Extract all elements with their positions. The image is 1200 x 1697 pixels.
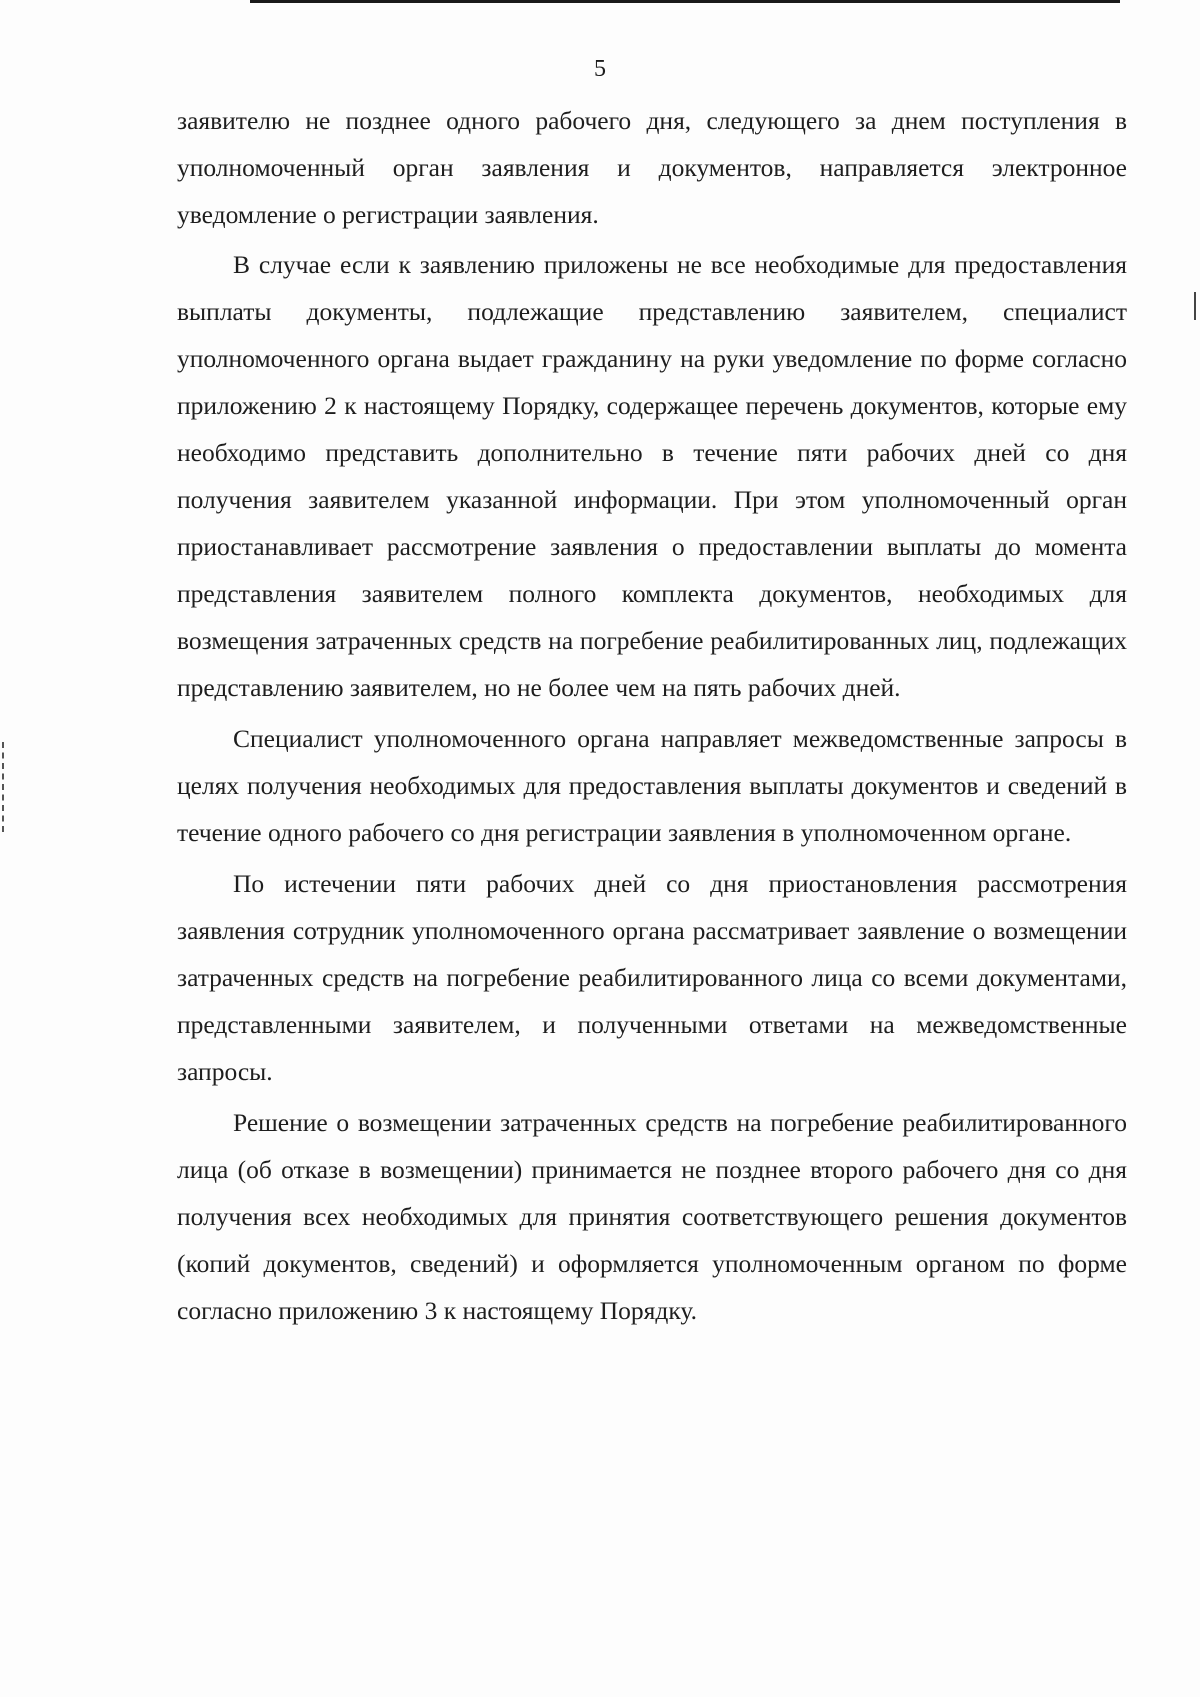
paragraph-review-after-suspension: По истечении пяти рабочих дней со дня приостановления рассмотрения заявления сотрудник уполномоченного органа рассматривает заявление о возмещении затраченных средств на погребение реабилитированного лица со всеми документами, представленными заявителем, и полученными ответами на межведомственные запросы.: [177, 869, 1127, 1086]
paragraph-interagency-requests: Специалист уполномоченного органа направляет межведомственные запросы в целях получения необходимых для предоставления выплаты документов и сведений в течение одного рабочего со дня регистрации заявления в уполномоченном органе.: [177, 724, 1127, 847]
paragraph-incomplete-documents: В случае если к заявлению приложены не все необходимые для предоставления выплаты документы, подлежащие представлению заявителем, специалист уполномоченного органа выдает гражданину на руки уведомление по форме согласно приложению 2 к настоящему Порядку, содержащее перечень документов, которые ему необходимо представить дополнительно в течение пяти рабочих дней со дня получения заявителем указанной информации. При этом уполномоченный орган приостанавливает рассмотрение заявления о предоставлении выплаты до момента представления заявителем полного комплекта документов, необходимых для возмещения затраченных средств на погребение реабилитированных лиц, подлежащих представлению заявителем, но не более чем на пять рабочих дней.: [177, 250, 1127, 702]
page-number: 5: [594, 56, 606, 82]
left-scan-mark: [2, 742, 6, 832]
top-border-line: [250, 0, 1120, 3]
paragraph-continuation: заявителю не позднее одного рабочего дня, следующего за днем поступления в уполномоченный орган заявления и документов, направляется электронное уведомление о регистрации заявления.: [177, 106, 1127, 229]
document-body: [177, 97, 1127, 1334]
right-scan-mark: [1194, 292, 1196, 320]
paragraph-decision: Решение о возмещении затраченных средств на погребение реабилитированного лица (об отказе в возмещении) принимается не позднее второго рабочего дня со дня получения всех необходимых для принятия соответствующего решения документов (копий документов, сведений) и оформляется уполномоченным органом по форме согласно приложению 3 к настоящему Порядку.: [177, 1108, 1127, 1325]
